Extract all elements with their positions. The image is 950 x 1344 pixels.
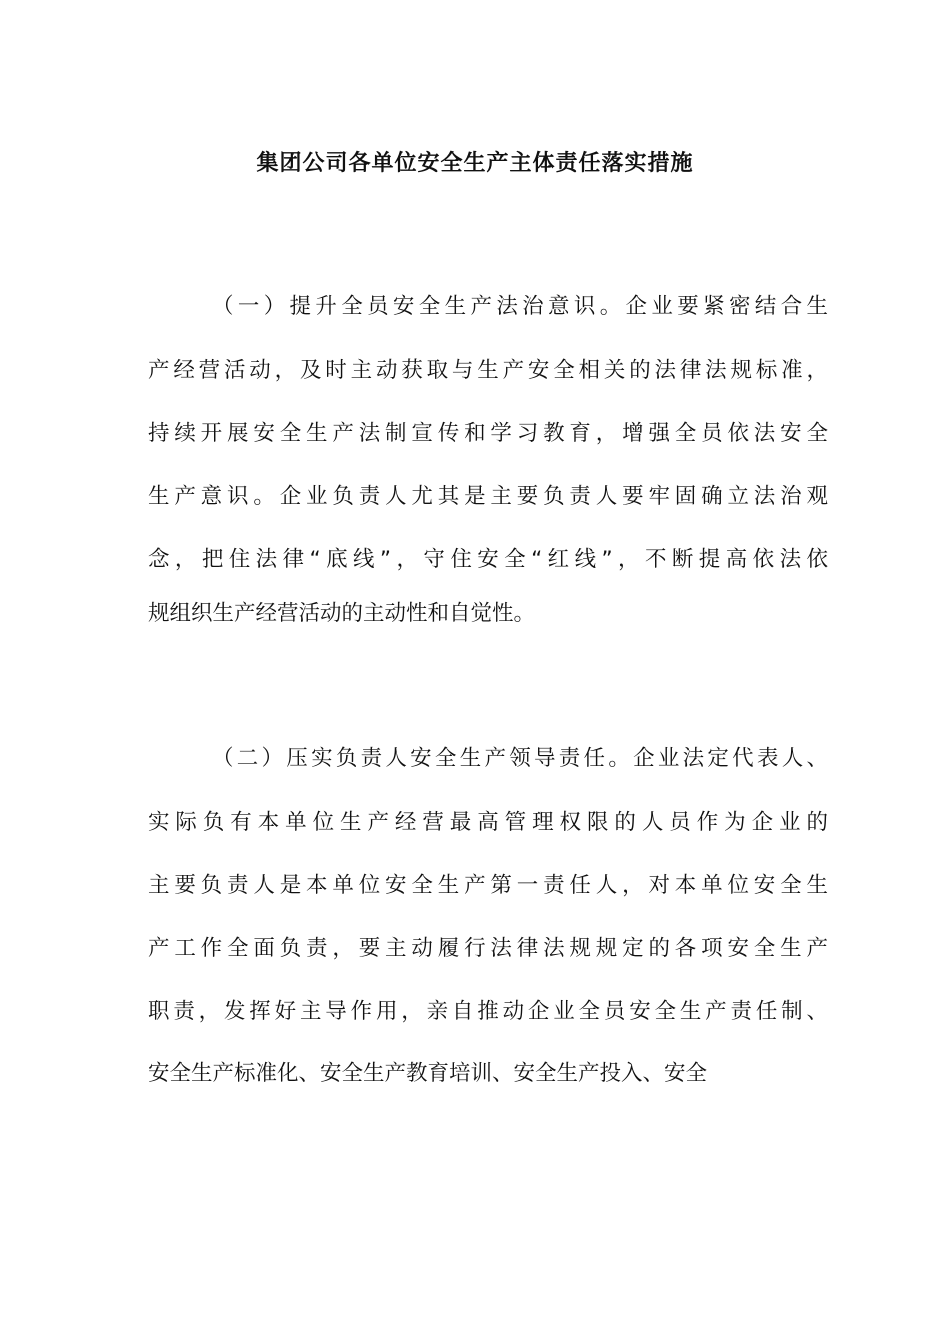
paragraph-line: 安全生产标准化、安全生产教育培训、安全生产投入、安全 — [148, 1061, 708, 1086]
paragraph-line: 职责，发挥好主导作用，亲自推动企业全员安全生产责任制、 — [148, 999, 828, 1024]
paragraph-line: 实际负有本单位生产经营最高管理权限的人员作为企业的 — [148, 810, 828, 835]
paragraph-line: 主要负责人是本单位安全生产第一责任人，对本单位安全生 — [148, 873, 828, 898]
paragraph-line: 产工作全面负责，要主动履行法律法规规定的各项安全生产 — [148, 936, 828, 961]
paragraph-line: 生产意识。企业负责人尤其是主要负责人要牢固确立法治观 — [148, 484, 828, 509]
paragraph-line: 持续开展安全生产法制宣传和学习教育，增强全员依法安全 — [148, 421, 828, 446]
document-title: 集团公司各单位安全生产主体责任落实措施 — [256, 151, 694, 176]
paragraph-line: （一）提升全员安全生产法治意识。企业要紧密结合生 — [212, 294, 828, 319]
paragraph-line: （二）压实负责人安全生产领导责任。企业法定代表人、 — [212, 746, 828, 771]
paragraph-line: 规组织生产经营活动的主动性和自觉性。 — [148, 601, 536, 626]
paragraph-line: 念，把住法律“底线”，守住安全“红线”，不断提高依法依 — [148, 547, 828, 572]
paragraph-line: 产经营活动，及时主动获取与生产安全相关的法律法规标准， — [148, 358, 828, 383]
